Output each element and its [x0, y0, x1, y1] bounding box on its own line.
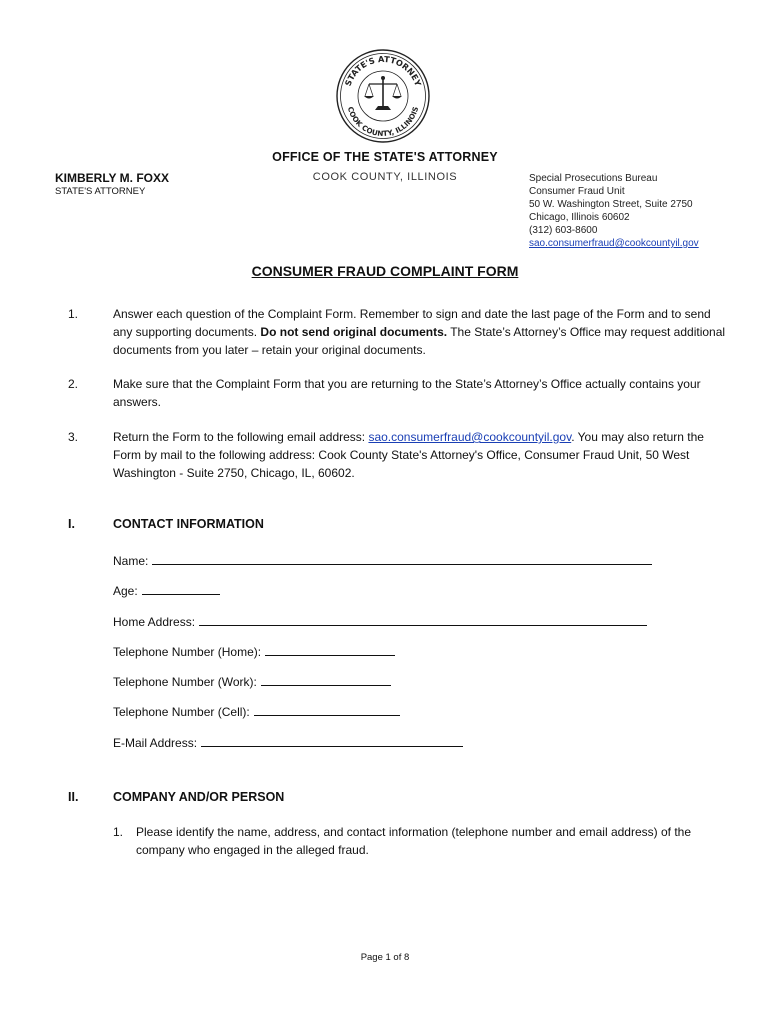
instruction-3 — [113, 428, 731, 482]
bureau-line: 50 W. Washington Street, Suite 2750 — [529, 199, 693, 210]
bureau-line: (312) 603-8600 — [529, 225, 598, 236]
attorney-role: STATE'S ATTORNEY — [55, 186, 146, 197]
bureau-address-block — [529, 172, 699, 250]
name-input-line[interactable] — [152, 552, 652, 565]
field-label: Telephone Number (Work): — [113, 675, 257, 689]
instruction-number: 2. — [68, 377, 79, 391]
svg-text:COOK COUNTY, ILLINOIS: COOK COUNTY, ILLINOIS — [345, 105, 421, 139]
instruction-2 — [113, 375, 731, 411]
telephone-cell-input-line[interactable] — [254, 703, 400, 716]
field-label: Age: — [113, 584, 138, 598]
field-label: Telephone Number (Cell): — [113, 705, 250, 719]
home-address-input-line[interactable] — [199, 613, 647, 626]
instruction-number: 3. — [68, 430, 79, 444]
field-label: E-Mail Address: — [113, 736, 198, 750]
cook-county-seal-logo — [335, 48, 431, 144]
instruction-text: . You may also return the Form by mail to the following address: Cook County State's Attorney's Office, Consumer Fraud Unit, 50 West Washington - Suite 2750, Chicago, IL, 60602. — [113, 430, 704, 480]
instruction-text: Return the Form to the following email address: — [113, 430, 369, 444]
bureau-email-link[interactable]: sao.consumerfraud@cookcountyil.gov — [529, 238, 699, 249]
home-address-field — [113, 613, 647, 629]
telephone-work-input-line[interactable] — [261, 673, 391, 686]
field-label: Telephone Number (Home): — [113, 645, 262, 659]
field-label: Name: — [113, 554, 149, 568]
section-number: II. — [68, 790, 79, 804]
instruction-1 — [113, 305, 731, 359]
instruction-text: Answer each question of the Complaint Form. Remember to sign and date the last page of the Form and to send any supporting documents. — [113, 307, 711, 339]
bureau-line: Special Prosecutions Bureau — [529, 173, 658, 184]
instruction-number: 1. — [68, 307, 79, 321]
name-field — [113, 552, 652, 568]
age-input-line[interactable] — [142, 582, 220, 595]
telephone-work-field — [113, 673, 391, 689]
bureau-line: Chicago, Illinois 60602 — [529, 212, 630, 223]
attorney-name: KIMBERLY M. FOXX — [55, 171, 170, 185]
email-address-input-line[interactable] — [201, 734, 463, 747]
telephone-home-field — [113, 643, 395, 659]
office-title: OFFICE OF THE STATE'S ATTORNEY — [272, 150, 498, 164]
telephone-home-input-line[interactable] — [265, 643, 395, 656]
email-address-field — [113, 734, 463, 750]
field-label: Home Address: — [113, 615, 196, 629]
page-number: Page 1 of 8 — [360, 952, 410, 963]
form-title: CONSUMER FRAUD COMPLAINT FORM — [251, 263, 519, 279]
office-subtitle: COOK COUNTY, ILLINOIS — [312, 171, 458, 183]
svg-text:STATE'S ATTORNEY: STATE'S ATTORNEY — [342, 53, 424, 88]
section-number: I. — [68, 517, 75, 531]
instruction-text: The State’s Attorney’s Office may request additional documents from you later – retain your original documents. — [113, 325, 726, 357]
question-text: Please identify the name, address, and contact information (telephone number and email address) of the company who engaged in the alleged fraud. — [136, 825, 691, 857]
instruction-text: Make sure that the Complaint Form that you are returning to the State’s Attorney’s Office actually contains your answers. — [113, 377, 701, 409]
section-title-company: COMPANY AND/OR PERSON — [113, 790, 285, 804]
email-link[interactable]: sao.consumerfraud@cookcountyil.gov — [368, 430, 572, 444]
age-field — [113, 582, 220, 598]
question-number: 1. — [113, 825, 124, 839]
bureau-line: Consumer Fraud Unit — [529, 186, 625, 197]
instruction-bold-text: Do not send original documents. — [260, 325, 448, 339]
telephone-cell-field — [113, 703, 400, 719]
section-title-contact: CONTACT INFORMATION — [113, 517, 264, 531]
